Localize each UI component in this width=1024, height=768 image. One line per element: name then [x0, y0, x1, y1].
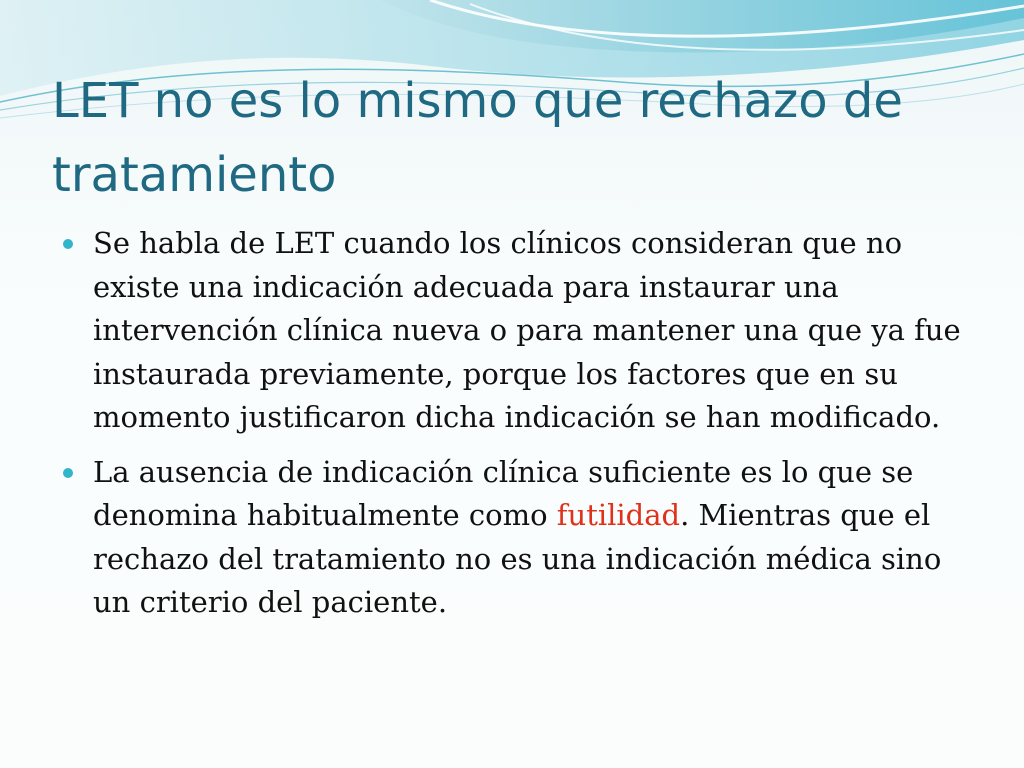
highlighted-term: futilidad — [556, 498, 681, 532]
bullet-text-part: La ausencia de indicación clínica suficiente es lo que se denomina habitualmente como — [93, 454, 914, 532]
bullet-dot-icon — [63, 468, 73, 478]
bullet-text: Se habla de LET cuando los clínicos consideran que no existe una indicación adecuada para instaurar una intervención clínica nueva o para mantener una que ya fue instaurada previamente, porque los factores que en su momento justificaron dicha indicación se han modificado. — [93, 226, 961, 434]
bullet-list — [60, 222, 970, 636]
bullet-item — [60, 451, 970, 625]
bullet-dot-icon — [63, 239, 73, 249]
slide-title: LET no es lo mismo que rechazo de tratamiento — [52, 73, 903, 203]
bullet-text-part: . Mientras que el rechazo del tratamiento no es una indicación médica sino un criterio del paciente. — [93, 498, 942, 619]
bullet-item — [60, 222, 970, 440]
